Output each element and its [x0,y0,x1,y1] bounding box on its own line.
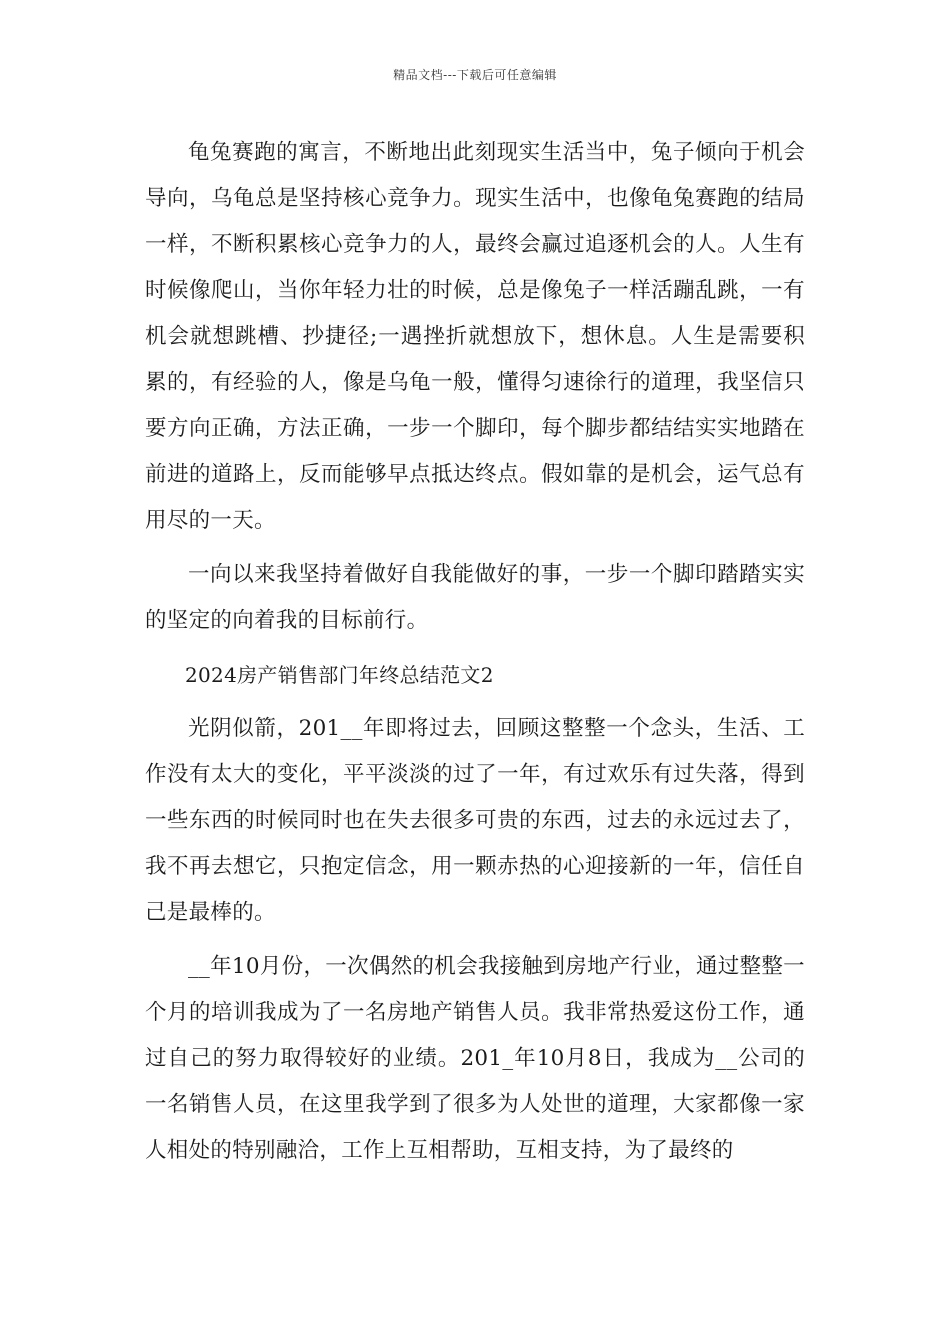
section-heading: 2024房产销售部门年终总结范文2 [185,663,494,687]
paragraph-real-estate-career: __年10月份，一次偶然的机会我接触到房地产行业，通过整整一个月的培训我成为了一名房地产销售人员。我非常热爱这份工作，通过自己的努力取得较好的业绩。201_年10月8日，我成为__公司的一名销售人员，在这里我学到了很多为人处世的道理，大家都像一家人相处的特别融洽，工作上互相帮助，互相支持，为了最终的 [145,954,805,1163]
paragraph-time-flies: 光阴似箭，201__年即将过去，回顾这整整一个念头，生活、工作没有太大的变化，平平淡淡的过了一年，有过欢乐有过失落，得到一些东西的时候同时也在失去很多可贵的东西，过去的永远过去了，我不再去想它，只抱定信念，用一颗赤热的心迎接新的一年，信任自己是最棒的。 [145,716,805,925]
paragraph-step-by-step: 一向以来我坚持着做好自我能做好的事，一步一个脚印踏踏实实的坚定的向着我的目标前行。 [145,562,805,633]
paragraph-tortoise-hare: 龟兔赛跑的寓言，不断地出此刻现实生活当中，兔子倾向于机会导向，乌龟总是坚持核心竞争力。现实生活中，也像龟兔赛跑的结局一样，不断积累核心竞争力的人，最终会赢过追逐机会的人。人生有时候像爬山，当你年轻力壮的时候，总是像兔子一样活蹦乱跳，一有机会就想跳槽、抄捷径;一遇挫折就想放下，想休息。人生是需要积累的，有经验的人，像是乌龟一般，懂得匀速徐行的道理，我坚信只要方向正确，方法正确，一步一个脚印，每个脚步都结结实实地踏在前进的道路上，反而能够早点抵达终点。假如靠的是机会，运气总有用尽的一天。 [145,140,805,533]
page-header: 精品文档---下载后可任意编辑 [393,68,557,82]
document-body [145,130,805,1174]
